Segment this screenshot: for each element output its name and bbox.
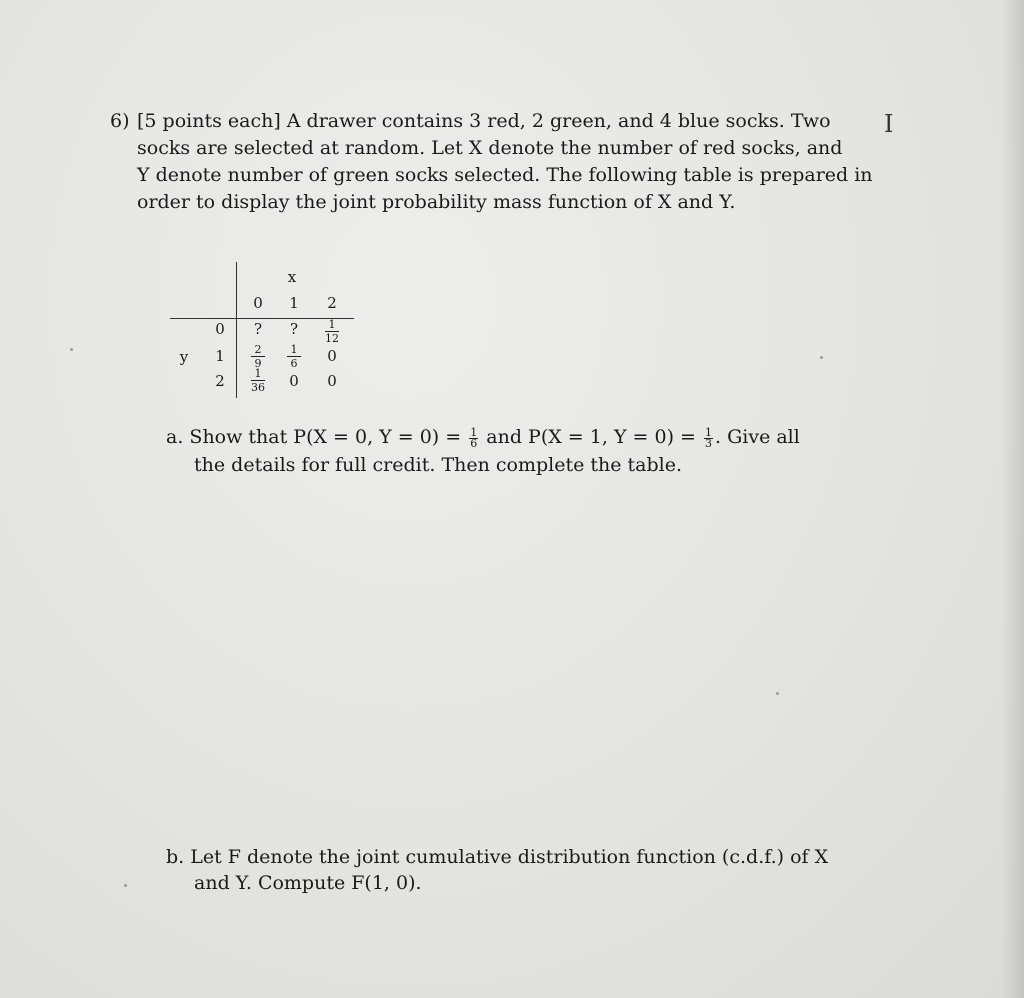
part-a-fraction — [469, 425, 478, 450]
problem-line: Y denote number of green socks selected. The following table is prepared in — [137, 164, 873, 186]
pmf-cell: 0 — [327, 372, 337, 390]
part-b-label: b. — [166, 846, 185, 868]
part-a-label: a. — [166, 426, 184, 448]
y-axis-label: y — [179, 348, 189, 366]
problem-number: 6) — [110, 110, 130, 132]
part-a-fraction — [704, 425, 713, 450]
fraction-denominator: 3 — [705, 436, 712, 450]
table-vertical-rule — [236, 262, 237, 398]
x-value-header: 1 — [289, 294, 299, 312]
pmf-cell: ? — [289, 320, 299, 338]
y-value-header: 2 — [215, 372, 225, 390]
y-value-header: 1 — [215, 347, 225, 365]
x-value-header: 2 — [327, 294, 337, 312]
fraction-denominator: 9 — [254, 357, 262, 370]
part-a-text: Show that P(X = 0, Y = 0) = — [189, 426, 462, 448]
pmf-cell: 0 — [327, 347, 337, 365]
paper-speck — [70, 348, 73, 351]
fraction-denominator: 6 — [290, 357, 298, 370]
pmf-cell: 0 — [289, 372, 299, 390]
joint-pmf-table — [168, 262, 368, 402]
pmf-cell-fraction — [244, 344, 272, 369]
fraction-numerator: 1 — [705, 425, 712, 439]
paper-speck — [820, 356, 823, 359]
problem-statement — [110, 108, 873, 216]
fraction-denominator: 36 — [251, 381, 265, 394]
part-a — [166, 424, 800, 451]
fraction-numerator: 1 — [470, 425, 478, 439]
pmf-cell-fraction — [280, 344, 308, 369]
paper-speck — [776, 692, 779, 695]
part-a-continuation: the details for full credit. Then complete the table. — [194, 454, 683, 476]
problem-line: socks are selected at random. Let X denote the number of red socks, and — [137, 137, 843, 159]
fraction-numerator: 2 — [251, 344, 265, 357]
pmf-cell: ? — [253, 320, 263, 338]
part-b-continuation: and Y. Compute F(1, 0). — [194, 872, 422, 894]
part-a-text: and P(X = 1, Y = 0) = — [486, 426, 696, 448]
problem-text — [110, 108, 873, 216]
x-axis-label: x — [287, 268, 297, 286]
y-value-header: 0 — [215, 320, 225, 338]
fraction-denominator: 6 — [470, 436, 478, 450]
part-a-text: . Give all — [715, 426, 800, 448]
problem-line: order to display the joint probability mass function of X and Y. — [137, 191, 736, 213]
pmf-cell-fraction — [318, 319, 346, 344]
problem-line: [5 points each] A drawer contains 3 red, 2 green, and 4 blue socks. Two — [137, 110, 831, 132]
part-b-text: Let F denote the joint cumulative distribution function (c.d.f.) of X — [190, 846, 829, 868]
paper-speck — [124, 884, 127, 887]
fraction-numerator: 1 — [251, 368, 265, 381]
page-edge-shadow — [1002, 0, 1024, 998]
part-b — [166, 844, 828, 871]
fraction-numerator: 1 — [325, 319, 339, 332]
fraction-numerator: 1 — [287, 344, 301, 357]
pmf-cell-fraction — [244, 368, 272, 393]
x-value-header: 0 — [253, 294, 263, 312]
text-cursor-icon: I — [884, 110, 894, 138]
fraction-denominator: 12 — [325, 332, 339, 345]
